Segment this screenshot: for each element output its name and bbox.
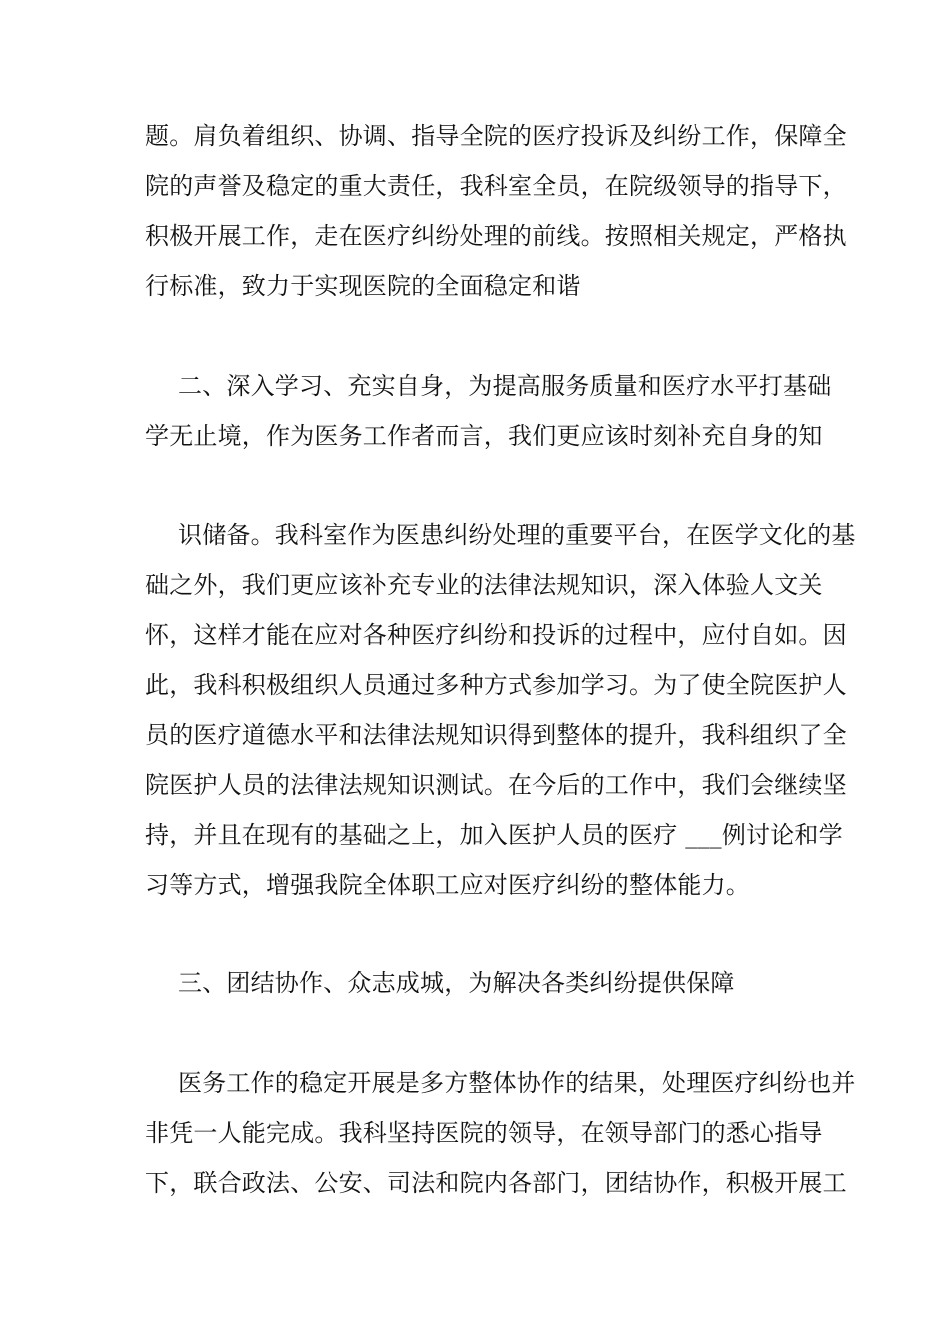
- paragraph-line: 下，联合政法、公安、司法和院内各部门，团结协作，积极开展工: [145, 1169, 847, 1197]
- paragraph-line: 此，我科积极组织人员通过多种方式参加学习。为了使全院医护人: [145, 671, 847, 699]
- paragraph-line: 持，并且在现有的基础之上，加入医护人员的医疗 ___例讨论和学: [145, 821, 843, 849]
- paragraph-line: 学无止境，作为医务工作者而言，我们更应该时刻补充自身的知: [145, 422, 823, 450]
- section-heading: 二、深入学习、充实自身，为提高服务质量和医疗水平打基础: [178, 372, 832, 400]
- paragraph-line: 员的医疗道德水平和法律法规知识得到整体的提升，我科组织了全: [145, 721, 847, 749]
- paragraph-line: 题。肩负着组织、协调、指导全院的医疗投诉及纠纷工作，保障全: [145, 122, 847, 150]
- paragraph-line: 非凭一人能完成。我科坚持医院的领导，在领导部门的悉心指导: [145, 1119, 823, 1147]
- paragraph-line: 医务工作的稳定开展是多方整体协作的结果，处理医疗纠纷也并: [178, 1069, 856, 1097]
- section-heading: 三、团结协作、众志成城，为解决各类纠纷提供保障: [178, 969, 735, 997]
- paragraph-line: 院的声誉及稳定的重大责任，我科室全员，在院级领导的指导下，: [145, 172, 847, 200]
- paragraph-line: 怀，这样才能在应对各种医疗纠纷和投诉的过程中，应付自如。因: [145, 621, 847, 649]
- paragraph-line: 积极开展工作，走在医疗纠纷处理的前线。按照相关规定，严格执: [145, 222, 847, 250]
- paragraph-line: 础之外，我们更应该补充专业的法律法规知识，深入体验人文关: [145, 571, 823, 599]
- paragraph-line: 行标准，致力于实现医院的全面稳定和谐: [145, 272, 581, 300]
- paragraph-line: 识储备。我科室作为医患纠纷处理的重要平台，在医学文化的基: [178, 521, 856, 549]
- paragraph-line: 院医护人员的法律法规知识测试。在今后的工作中，我们会继续坚: [145, 771, 847, 799]
- paragraph-line: 习等方式，增强我院全体职工应对医疗纠纷的整体能力。: [145, 871, 750, 899]
